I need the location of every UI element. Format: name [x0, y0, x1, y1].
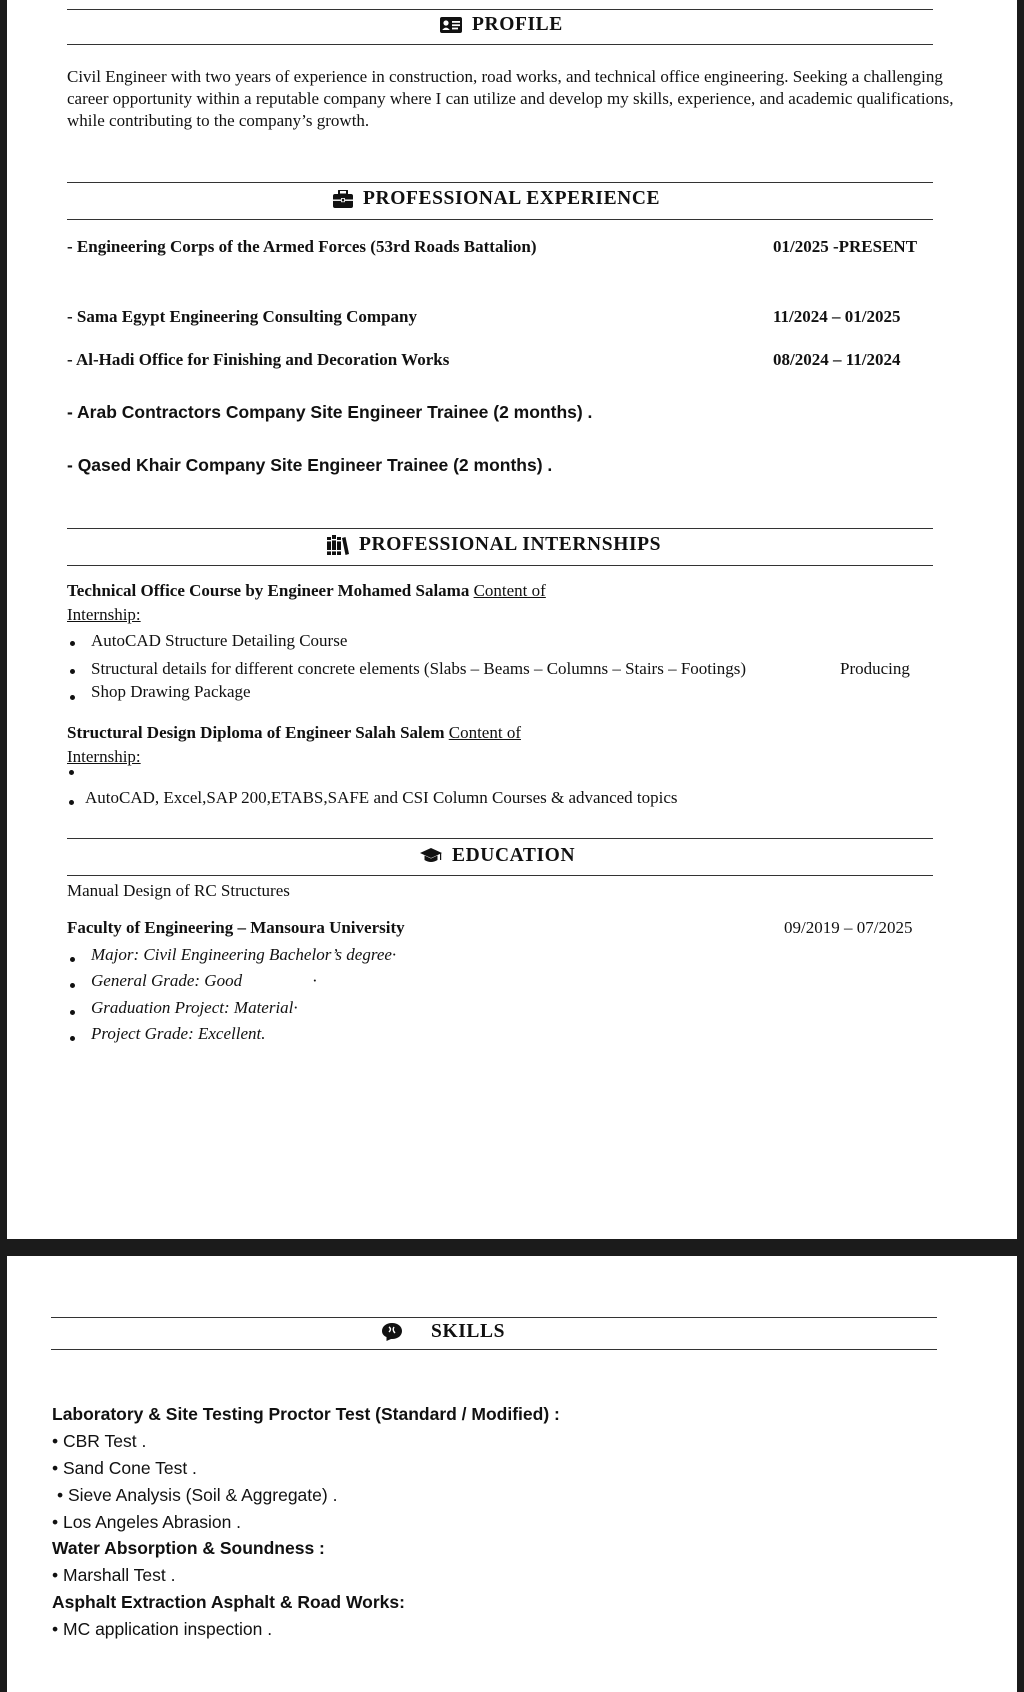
experience-title: PROFESSIONAL EXPERIENCE — [363, 188, 661, 209]
skill-item: • MC application inspection . — [52, 1619, 273, 1639]
bullet — [69, 770, 74, 775]
course-1-title: Technical Office Course by Engineer Mohamed Salama — [67, 581, 470, 600]
divider — [67, 219, 933, 220]
internships-title: PROFESSIONAL INTERNSHIPS — [359, 534, 662, 555]
skill-item: • Sieve Analysis (Soil & Aggregate) . — [57, 1485, 338, 1505]
education-heading — [420, 845, 575, 867]
skill-item: • Los Angeles Abrasion . — [52, 1512, 242, 1532]
experience-date: 08/2024 – 11/2024 — [773, 350, 901, 369]
faculty-name: Faculty of Engineering – Mansoura University — [67, 918, 405, 937]
bullet — [70, 1010, 75, 1015]
internships-heading — [327, 534, 661, 556]
course-2-title: Structural Design Diploma of Engineer Salah Salem — [67, 723, 445, 742]
bullet — [69, 800, 74, 805]
course-1-content-link[interactable]: Content of — [473, 581, 546, 600]
education-bullet: General Grade: Good — [91, 971, 243, 990]
divider — [67, 875, 933, 876]
briefcase-icon — [333, 190, 353, 208]
bullet — [70, 1036, 75, 1041]
brain-icon — [381, 1322, 403, 1342]
bullet — [70, 983, 75, 988]
divider — [67, 44, 933, 45]
course-1-bullet: Shop Drawing Package — [91, 682, 251, 701]
experience-item: - Sama Egypt Engineering Consulting Company — [67, 307, 417, 326]
books-icon — [327, 535, 349, 555]
divider — [51, 1349, 937, 1350]
experience-date: 01/2025 -PRESENT — [773, 237, 918, 256]
experience-item: - Al-Hadi Office for Finishing and Decoration Works — [67, 350, 450, 369]
course-1-bullet: Structural details for different concrete elements (Slabs – Beams – Columns – Stairs – Footings) — [91, 659, 747, 678]
profile-heading — [440, 14, 563, 36]
skills-group-title: Asphalt Extraction Asphalt & Road Works: — [52, 1592, 405, 1612]
experience-heading — [333, 188, 660, 210]
divider — [67, 182, 933, 183]
stray-dot: · — [312, 971, 318, 990]
skills-heading — [381, 1321, 505, 1343]
skill-item: • Sand Cone Test . — [52, 1458, 197, 1478]
skill-item: • Marshall Test . — [52, 1565, 176, 1585]
manual-design-text: Manual Design of RC Structures — [67, 881, 290, 900]
graduation-cap-icon — [420, 848, 442, 864]
bullet — [70, 641, 75, 646]
education-date: 09/2019 – 07/2025 — [784, 918, 913, 937]
course-2-content-link-cont[interactable]: Internship: — [67, 747, 141, 766]
resume-page-2 — [7, 1256, 1017, 1692]
education-bullet: Project Grade: Excellent. — [91, 1024, 266, 1043]
education-title: EDUCATION — [452, 845, 576, 866]
course-1-bullet: AutoCAD Structure Detailing Course — [91, 631, 348, 650]
producing-text: Producing — [840, 659, 910, 678]
bullet — [70, 669, 75, 674]
education-bullet: Graduation Project: Material· — [91, 998, 298, 1017]
divider — [67, 565, 933, 566]
experience-date: 11/2024 – 01/2025 — [773, 307, 901, 326]
course-1-content-link-cont[interactable]: Internship: — [67, 605, 141, 624]
bullet — [70, 957, 75, 962]
education-bullet: Major: Civil Engineering Bachelor’s degree· — [91, 945, 397, 964]
trainee-item: - Qased Khair Company Site Engineer Trainee (2 months) . — [67, 455, 553, 475]
skills-group-title: Laboratory & Site Testing Proctor Test (Standard / Modified) : — [52, 1404, 560, 1424]
skills-group-title: Water Absorption & Soundness : — [52, 1538, 325, 1558]
skill-item: • CBR Test . — [52, 1431, 147, 1451]
course-2-content-link[interactable]: Content of — [448, 723, 521, 742]
bullet — [70, 695, 75, 700]
trainee-item: - Arab Contractors Company Site Engineer Trainee (2 months) . — [67, 402, 593, 422]
course-2-bullet: AutoCAD, Excel,SAP 200,ETABS,SAFE and CSI Column Courses & advanced topics — [85, 788, 678, 807]
resume-page-1 — [7, 0, 1017, 1239]
experience-item: - Engineering Corps of the Armed Forces (53rd Roads Battalion) — [67, 237, 537, 256]
divider — [51, 1317, 937, 1318]
course-2-heading — [67, 724, 521, 741]
divider — [67, 9, 933, 10]
profile-title: PROFILE — [472, 14, 563, 35]
profile-summary: Civil Engineer with two years of experience in construction, road works, and technical office engineering. Seeking a challenging career opportunity within a reputable company where I can utilize and develop my skills, experience, and academic qualifications, while contributing to the company’s growth. — [67, 67, 954, 130]
skills-title: SKILLS — [431, 1321, 506, 1342]
course-1-heading — [67, 582, 546, 599]
divider — [67, 838, 933, 839]
divider — [67, 528, 933, 529]
id-card-icon — [440, 17, 462, 33]
